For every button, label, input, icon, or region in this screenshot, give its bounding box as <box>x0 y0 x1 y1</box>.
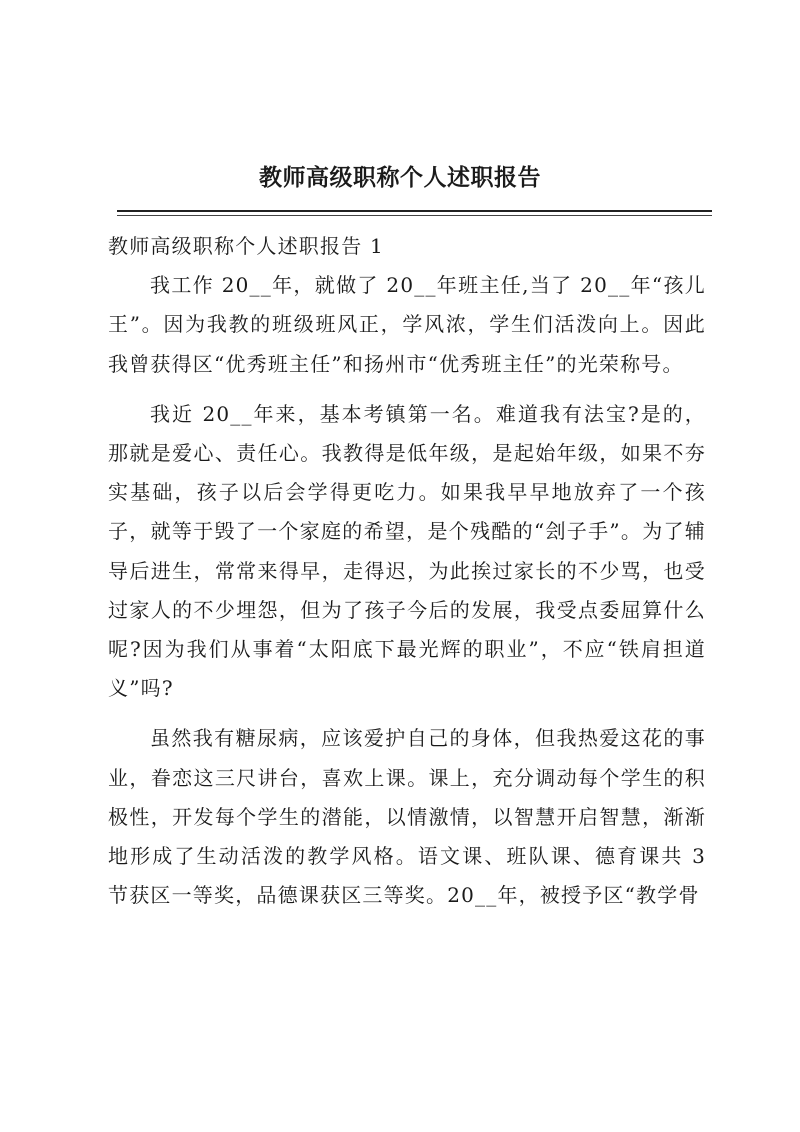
divider-thick-line <box>117 210 712 212</box>
document-body <box>108 227 706 926</box>
title-divider <box>117 210 712 217</box>
document-title: 教师高级职称个人述职报告 <box>259 164 541 191</box>
body-paragraph: 虽然我有糖尿病，应该爱护自己的身体，但我热爱这花的事业，眷恋这三尺讲台，喜欢上课。课上，充分调动每个学生的积极性，开发每个学生的潜能，以情激情，以智慧开启智慧，渐渐地形成了生动活泼的教学风格。语文课、班队课、德育课共 3 节获区一等奖，品德课获区三等奖。20__年，被授予区“教学骨 <box>108 726 706 908</box>
body-paragraph: 我工作 20__年，就做了 20__年班主任,当了 20__年“孩儿王”。因为我教的班级班风正，学风浓，学生们活泼向上。因此我曾获得区“优秀班主任”和扬州市“优秀班主任”的光荣称号。 <box>108 273 706 376</box>
divider-thin-line <box>117 215 712 216</box>
body-paragraph: 我近 20__年来，基本考镇第一名。难道我有法宝?是的，那就是爱心、责任心。我教得是低年级，是起始年级，如果不夯实基础，孩子以后会学得更吃力。如果我早早地放弃了一个孩子，就等于毁了一个家庭的希望，是个残酷的“刽子手”。为了辅导后进生，常常来得早，走得迟，为此挨过家长的不少骂，也受过家人的不少埋怨，但为了孩子今后的发展，我受点委屈算什么呢?因为我们从事着“太阳底下最光辉的职业”，不应“铁肩担道义”吗? <box>108 401 706 701</box>
section-heading: 教师高级职称个人述职报告 1 <box>108 234 384 258</box>
